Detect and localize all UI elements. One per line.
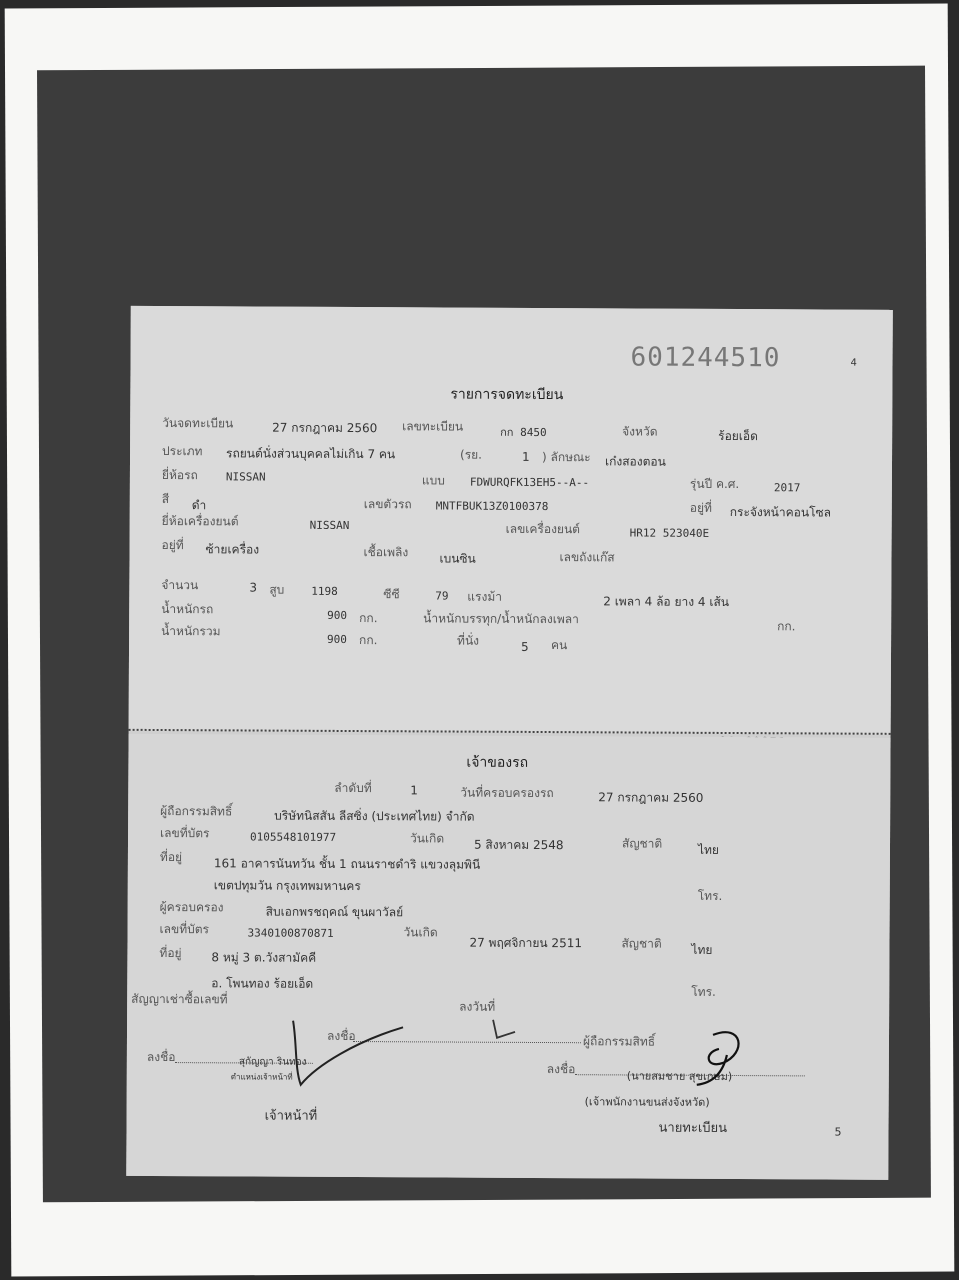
axle-wheels: 2 เพลา 4 ล้อ ยาง 4 เส้น — [603, 594, 730, 609]
feature-label: ) ลักษณะ — [541, 450, 591, 465]
weight-unit: กก. — [359, 611, 378, 626]
owner-sign-label: ลงชื่อ — [326, 1028, 356, 1044]
paper-sheet — [5, 4, 955, 1277]
addr2-line1: 8 หมู่ 3 ต.วังสามัคคี — [211, 950, 317, 965]
reg-no: กก 8450 — [500, 425, 547, 440]
section-title: รายการจดทะเบียน — [450, 386, 564, 404]
nat1-label: สัญชาติ — [621, 836, 663, 851]
engine-location: ซ้ายเครื่อง — [205, 542, 260, 557]
reg-date: 27 กรกฎาคม 2560 — [272, 420, 378, 436]
cylinder-label: สูบ — [269, 582, 285, 597]
officer-caption: เจ้าหน้าที่ — [264, 1108, 318, 1124]
owner-name: บริษัทนิสสัน ลีสซิ่ง (ประเทศไทย) จำกัด — [274, 808, 475, 824]
seats: 5 — [521, 639, 529, 654]
officer-sign-label: ลงชื่อ — [146, 1049, 176, 1065]
registrar-caption: นายทะเบียน — [658, 1120, 728, 1136]
location-label: อยู่ที่ — [689, 500, 712, 515]
tel1-label: โทร. — [697, 888, 723, 903]
birth1-label: วันเกิด — [410, 831, 445, 846]
officer-signature — [277, 1005, 437, 1096]
brand: NISSAN — [225, 470, 266, 484]
cc-label: ซีซี — [383, 587, 400, 602]
holder-label: ผู้ครอบครอง — [159, 900, 224, 915]
handwritten-serial: 601244510 — [630, 342, 781, 374]
addr1-label: ที่อยู่ — [159, 850, 183, 865]
sign-date-label: ลงวันที่ — [459, 999, 496, 1014]
cylinders: 3 — [249, 580, 258, 595]
tel2-label: โทร. — [691, 984, 716, 999]
birth1: 5 สิงหาคม 2548 — [473, 837, 564, 853]
gross-weight: 900 — [327, 632, 347, 646]
weight-label: น้ำหนักรถ — [161, 602, 214, 617]
officer-name: สุกัญญา รินทอง — [238, 1056, 307, 1068]
load-label: น้ำหนักบรรทุก/น้ำหนักลงเพลา — [423, 611, 579, 627]
cc-value: 1198 — [311, 584, 338, 598]
chassis-number: MNTFBUK13Z0100378 — [435, 499, 549, 514]
chassis-location: กระจังหน้าคอนโซล — [729, 504, 832, 520]
engine-brand-label: ยี่ห้อเครื่องยนต์ — [161, 514, 239, 529]
order-label: ลำดับที่ — [334, 780, 372, 796]
owner-section — [126, 734, 890, 1180]
registrar-position: (เจ้าพนักงานขนส่งจังหวัด) — [584, 1095, 710, 1109]
body-feature: เก๋งสองตอน — [604, 454, 666, 469]
chassis-label: เลขตัวรถ — [363, 497, 412, 512]
birth2-label: วันเกิด — [403, 925, 438, 940]
load-unit: กก. — [777, 619, 796, 634]
model-label: แบบ — [421, 473, 445, 488]
model: FDWURQFK13EH5--A-- — [469, 475, 590, 490]
rs-value: 1 — [521, 449, 530, 464]
registration-section — [129, 306, 893, 735]
own-date: 27 กรกฎาคม 2560 — [598, 790, 704, 805]
birth2: 27 พฤศจิกายน 2511 — [469, 935, 583, 951]
color-label: สี — [161, 492, 170, 507]
model-year: 2017 — [773, 481, 801, 495]
engine-number: HR12 523040E — [629, 526, 710, 540]
own-date-label: วันที่ครอบครองรถ — [460, 785, 554, 801]
registrar-sign-label: ลงชื่อ — [546, 1062, 576, 1077]
photocopy-background — [37, 66, 931, 1203]
id2-number: 3340100870871 — [247, 926, 334, 940]
id2-label: เลขที่บัตร — [159, 922, 210, 937]
type-label: ประเภท — [162, 444, 203, 459]
id1-label: เลขที่บัตร — [160, 826, 210, 841]
fuel: เบนซิน — [439, 551, 476, 566]
nat2: ไทย — [691, 942, 713, 957]
page-number: 5 — [834, 1125, 842, 1139]
registration-document — [126, 306, 893, 1180]
horsepower: 79 — [435, 589, 449, 603]
reg-date-label: วันจดทะเบียน — [162, 416, 234, 431]
seats-label: ที่นั่ง — [457, 633, 480, 648]
date-initial-mark — [487, 1016, 527, 1046]
province: ร้อยเอ็ด — [718, 428, 758, 444]
order: 1 — [410, 783, 418, 798]
count-label: จำนวน — [161, 578, 199, 593]
brand-label: ยี่ห้อรถ — [161, 468, 198, 483]
addr1-line2: เขตปทุมวัน กรุงเทพมหานคร — [213, 878, 361, 894]
owner-sign-caption: ผู้ถือกรรมสิทธิ์ — [582, 1034, 656, 1049]
nat2-label: สัญชาติ — [621, 936, 662, 951]
gross-unit: กก. — [359, 633, 378, 648]
registrar-name: (นายสมชาย สุขเกษม) — [626, 1069, 733, 1084]
holder-name: สิบเอกพรชฤคณ์ ขุนผาวัลย์ — [265, 904, 404, 920]
reg-no-label: เลขทะเบียน — [402, 419, 464, 434]
owner-label: ผู้ถือกรรมสิทธิ์ — [160, 804, 233, 819]
owner-section-title: เจ้าของรถ — [466, 754, 529, 771]
nat1: ไทย — [697, 842, 720, 857]
gross-weight-label: น้ำหนักรวม — [161, 624, 221, 639]
weight: 900 — [327, 608, 348, 622]
corner-mark: 4 — [850, 357, 857, 369]
color: ดำ — [191, 498, 207, 513]
registrar-signature — [683, 1023, 773, 1093]
engine-brand: NISSAN — [309, 518, 350, 533]
year-label: รุ่นปี ค.ศ. — [689, 476, 740, 492]
addr2-label: ที่อยู่ — [159, 946, 182, 961]
officer-position: ตำแหน่งเจ้าหน้าที่ — [230, 1072, 293, 1082]
engine-location-label: อยู่ที่ — [161, 538, 184, 553]
horsepower-label: แรงม้า — [467, 589, 503, 604]
contract-label: สัญญาเช่าซื้อเลขที่ — [131, 991, 228, 1007]
persons-label: คน — [551, 638, 568, 653]
id1-number: 0105548101977 — [250, 830, 337, 844]
gas-tank-label: เลขถังแก๊ส — [559, 550, 615, 565]
vehicle-type: รถยนต์นั่งส่วนบุคคลไม่เกิน 7 คน — [226, 446, 396, 462]
addr1-line1: 161 อาคารนันทวัน ชั้น 1 ถนนราชดำริ แขวงลุมพินี — [213, 856, 481, 872]
addr2-line2: อ. โพนทอง ร้อยเอ็ด — [211, 976, 314, 991]
province-label: จังหวัด — [622, 424, 658, 439]
fuel-label: เชื้อเพลิง — [363, 545, 409, 560]
rs-label: (รย. — [460, 447, 483, 462]
engine-no-label: เลขเครื่องยนต์ — [505, 521, 581, 537]
